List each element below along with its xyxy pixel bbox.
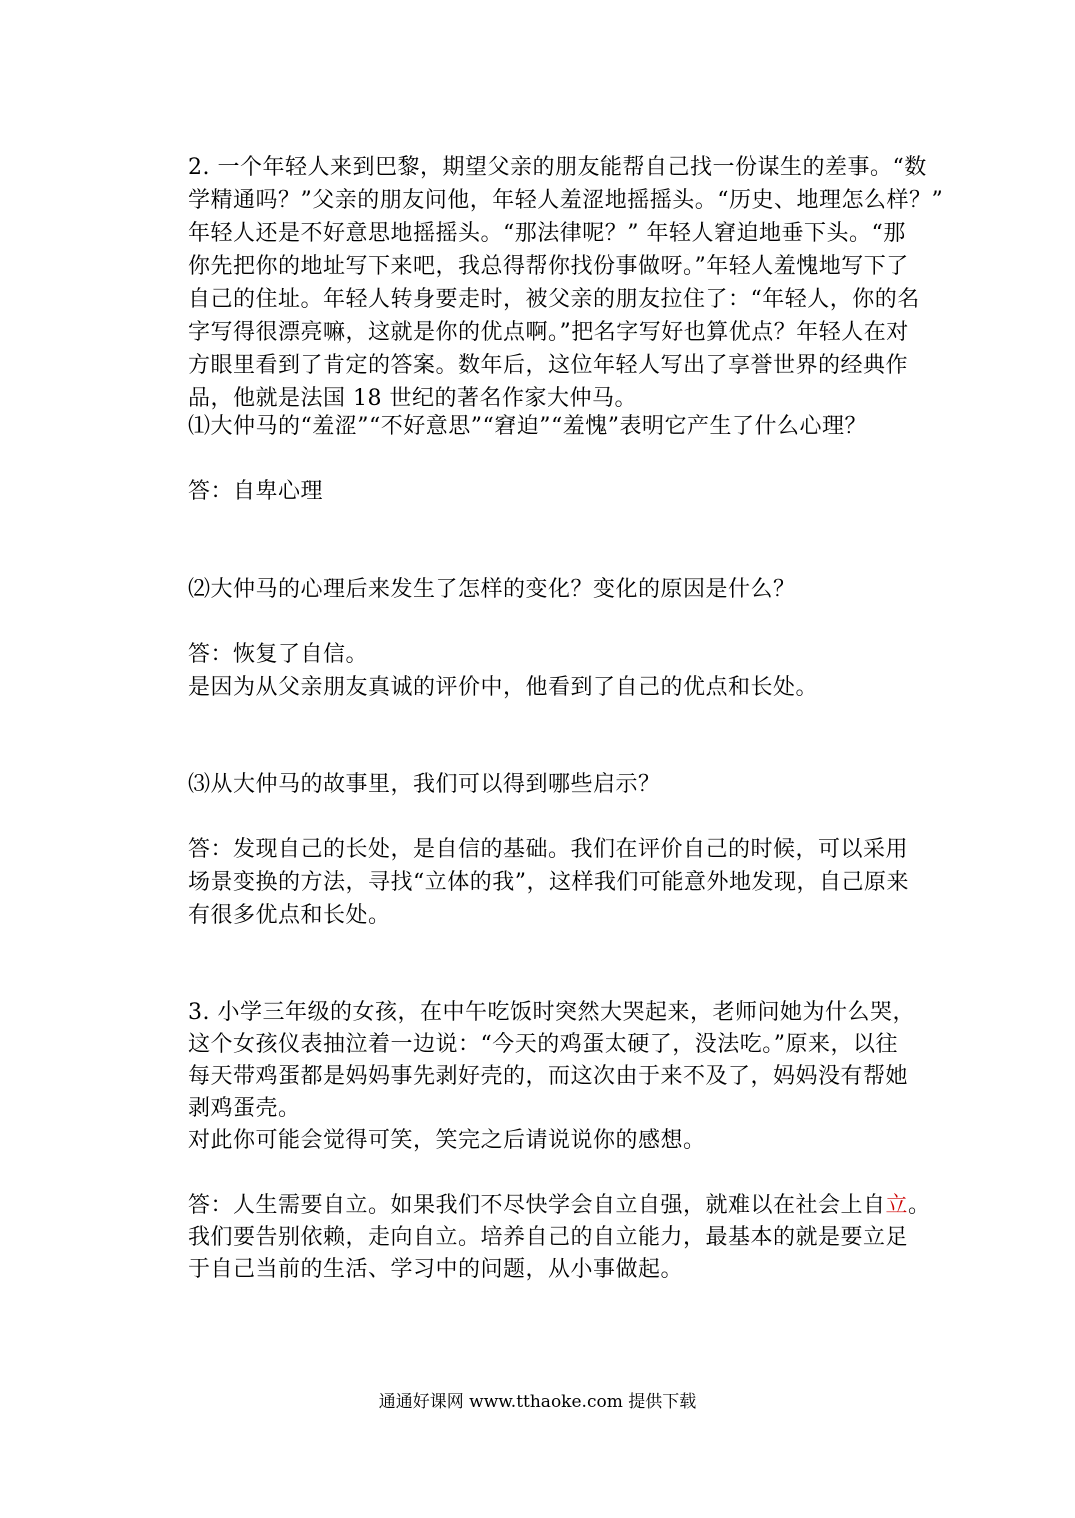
q2-sub3-answer-line: 场景变换的方法，寻找“立体的我”，这样我们可能意外地发现，自己原来 <box>188 870 909 895</box>
q2-line: 2. 一个年轻人来到巴黎，期望父亲的朋友能帮自己找一份谋生的差事。“数 <box>188 155 927 180</box>
q2-line: 自己的住址。年轻人转身要走时，被父亲的朋友拉住了：“年轻人，你的名 <box>188 287 920 312</box>
q2-line: 方眼里看到了肯定的答案。数年后，这位年轻人写出了享誉世界的经典作 <box>188 353 909 378</box>
q2-sub3-answer-line: 有很多优点和长处。 <box>188 903 391 928</box>
q2-sub1-question: ⑴大仲马的“羞涩”“不好意思”“窘迫”“羞愧”表明它产生了什么心理？ <box>188 414 867 439</box>
page-footer: 通通好课网 www.tthaoke.com 提供下载 <box>378 1392 697 1412</box>
q2-line: 你先把你的地址写下来吧，我总得帮你找份事做呀。”年轻人羞愧地写下了 <box>188 254 909 279</box>
q3-line: 剥鸡蛋壳。 <box>188 1096 301 1121</box>
q3-answer-line: 于自己当前的生活、学习中的问题，从小事做起。 <box>188 1257 684 1282</box>
q3-answer-line-1 <box>188 1190 931 1222</box>
q3-answer-suffix: 。 <box>908 1193 931 1218</box>
q2-sub2-answer-line: 是因为从父亲朋友真诚的评价中，他看到了自己的优点和长处。 <box>188 675 819 700</box>
q3-line: 每天带鸡蛋都是妈妈事先剥好壳的，而这次由于来不及了，妈妈没有帮她 <box>188 1064 909 1089</box>
q2-sub1-answer: 答：自卑心理 <box>188 479 324 504</box>
q2-sub2-question: ⑵大仲马的心理后来发生了怎样的变化？变化的原因是什么？ <box>188 577 796 602</box>
q2-line: 年轻人还是不好意思地摇摇头。“那法律呢？” 年轻人窘迫地垂下头。“那 <box>188 221 906 246</box>
q2-sub2-answer-line: 答：恢复了自信。 <box>188 642 369 667</box>
q2-line: 字写得很漂亮嘛，这就是你的优点啊。”把名字写好也算优点？年轻人在对 <box>188 320 909 345</box>
q2-sub3-question: ⑶从大仲马的故事里，我们可以得到哪些启示？ <box>188 772 661 797</box>
q3-line: 这个女孩仪表抽泣着一边说：“今天的鸡蛋太硬了，没法吃。”原来，以往 <box>188 1032 898 1057</box>
q2-line: 学精通吗？”父亲的朋友问他，年轻人羞涩地摇摇头。“历史、地理怎么样？” <box>188 188 944 213</box>
q3-line: 3. 小学三年级的女孩，在中午吃饭时突然大哭起来，老师问她为什么哭， <box>188 1000 915 1025</box>
q2-sub3-answer-line: 答：发现自己的长处，是自信的基础。我们在评价自己的时候，可以采用 <box>188 837 909 862</box>
q3-line: 对此你可能会觉得可笑，笑完之后请说说你的感想。 <box>188 1128 706 1153</box>
q3-answer-prefix: 答：人生需要自立。如果我们不尽快学会自立自强，就难以在社会上自 <box>188 1193 886 1218</box>
q3-answer-line: 我们要告别依赖，走向自立。培养自己的自立能力，最基本的就是要立足 <box>188 1225 909 1250</box>
q3-answer-highlight: 立 <box>885 1193 909 1218</box>
q2-line: 品，他就是法国 18 世纪的著名作家大仲马。 <box>188 386 637 411</box>
